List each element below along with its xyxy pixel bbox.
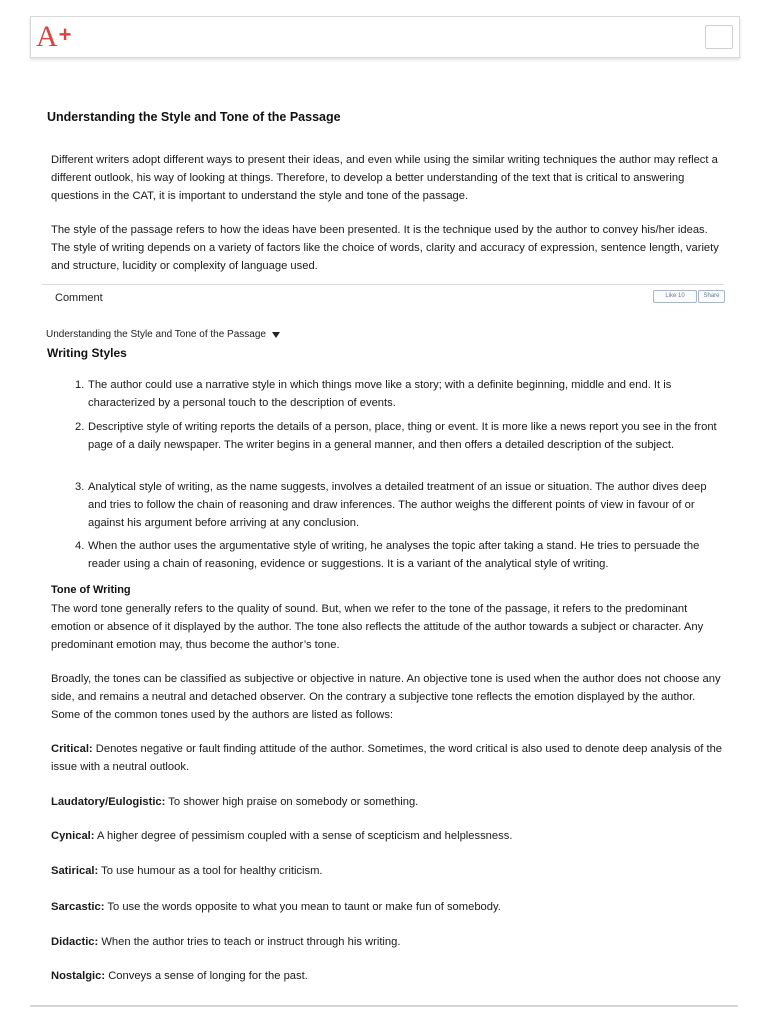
list-item bbox=[75, 478, 718, 532]
tone-term: Satirical: bbox=[51, 865, 99, 877]
tone-item bbox=[51, 933, 723, 951]
tone-term: Cynical: bbox=[51, 830, 95, 842]
like-button[interactable]: Like 10 bbox=[653, 290, 697, 303]
list-number: 1. bbox=[75, 379, 85, 391]
tone-definition: When the author tries to teach or instruct through his writing. bbox=[98, 936, 401, 948]
list-item bbox=[75, 376, 718, 412]
tone-item bbox=[51, 967, 723, 985]
tone-definition: To shower high praise on somebody or something. bbox=[165, 796, 419, 808]
tone-paragraph-2: Broadly, the tones can be classified as subjective or objective in nature. An objective tone is used when the author does not choose any side, and remains a neutral and detached observer. On the contrary a subjective tone reflects the emotion displayed by the author. Some of the common tones used by the authors are listed as follows: bbox=[51, 673, 721, 721]
list-item bbox=[75, 537, 718, 573]
tone-definition: To use humour as a tool for healthy criticism. bbox=[98, 865, 323, 877]
bottom-divider bbox=[30, 1005, 738, 1007]
share-button[interactable]: Share bbox=[698, 290, 725, 303]
tone-term: Nostalgic: bbox=[51, 970, 106, 982]
list-number: 3. bbox=[75, 481, 85, 493]
list-number: 4. bbox=[75, 540, 85, 552]
list-item-text: When the author uses the argumentative style of writing, he analyses the topic after taking a stand. He tries to persuade the reader using a chain of reasoning, evidence or suggestions. It is a variant of the analytical style of writing. bbox=[88, 540, 700, 570]
section-dropdown[interactable] bbox=[46, 329, 280, 340]
tone-definition: To use the words opposite to what you mean to taunt or make fun of somebody. bbox=[104, 901, 501, 913]
tone-item bbox=[51, 793, 723, 811]
tone-definition: A higher degree of pessimism coupled with a sense of scepticism and helplessness. bbox=[94, 830, 513, 842]
site-logo[interactable] bbox=[36, 21, 72, 53]
caret-down-icon bbox=[272, 332, 280, 338]
tone-item bbox=[51, 898, 723, 916]
list-number: 2. bbox=[75, 421, 85, 433]
tone-term: Laudatory/Eulogistic: bbox=[51, 796, 166, 808]
menu-box-button[interactable] bbox=[705, 25, 733, 49]
comment-link[interactable]: Comment bbox=[55, 292, 103, 304]
top-bar bbox=[30, 16, 740, 58]
writing-styles-heading: Writing Styles bbox=[47, 346, 127, 360]
logo-plus: + bbox=[58, 22, 72, 47]
tone-item bbox=[51, 862, 723, 880]
intro-paragraph-1: Different writers adopt different ways to present their ideas, and even while using the similar writing techniques the author may reflect a different outlook, his way of looking at things. Therefore, to develop a better understanding of the text that is critical to answering questions in the CAT, it is important to understand the style and tone of the passage. bbox=[51, 154, 718, 202]
list-item bbox=[75, 418, 718, 454]
section-dropdown-label: Understanding the Style and Tone of the Passage bbox=[46, 329, 266, 340]
list-item-text: The author could use a narrative style in which things move like a story; with a definite beginning, middle and end. It is characterized by a personal touch to the description of events. bbox=[88, 379, 672, 409]
divider bbox=[42, 284, 724, 285]
tone-heading: Tone of Writing bbox=[51, 584, 131, 596]
logo-letter: A bbox=[36, 20, 58, 53]
tone-definition: Denotes negative or fault finding attitude of the author. Sometimes, the word critical is also used to denote deep analysis of the issue with a neutral outlook. bbox=[51, 743, 723, 773]
tone-term: Didactic: bbox=[51, 936, 99, 948]
tone-item bbox=[51, 740, 723, 776]
list-item-text: Analytical style of writing, as the name suggests, involves a detailed treatment of an issue or situation. The author dives deep and tries to follow the chain of reasoning and draw inferences. The author weighs the different points of view in favour of or against his argument before arriving at any conclusion. bbox=[88, 481, 707, 529]
tone-term: Critical: bbox=[51, 743, 93, 755]
page-title: Understanding the Style and Tone of the Passage bbox=[47, 110, 341, 124]
tone-term: Sarcastic: bbox=[51, 901, 105, 913]
tone-paragraph-1: The word tone generally refers to the quality of sound. But, when we refer to the tone of the passage, it refers to the predominant emotion or absence of it displayed by the author. The tone also reflects the attitude of the author towards a subject or character. Any predominant emotion may, thus become the author’s tone. bbox=[51, 603, 704, 651]
intro-paragraph-2: The style of the passage refers to how the ideas have been presented. It is the technique used by the author to convey his/her ideas. The style of writing depends on a variety of factors like the choice of words, clarity and accuracy of expression, sentence length, variety and structure, lucidity or complexity of language used. bbox=[51, 224, 719, 272]
tone-definition: Conveys a sense of longing for the past. bbox=[105, 970, 308, 982]
list-item-text: Descriptive style of writing reports the details of a person, place, thing or event. It is more like a news report you see in the front page of a daily newspaper. The writer begins in a general manner, and then offers a detailed description of the subject. bbox=[88, 421, 717, 451]
tone-item bbox=[51, 827, 723, 845]
